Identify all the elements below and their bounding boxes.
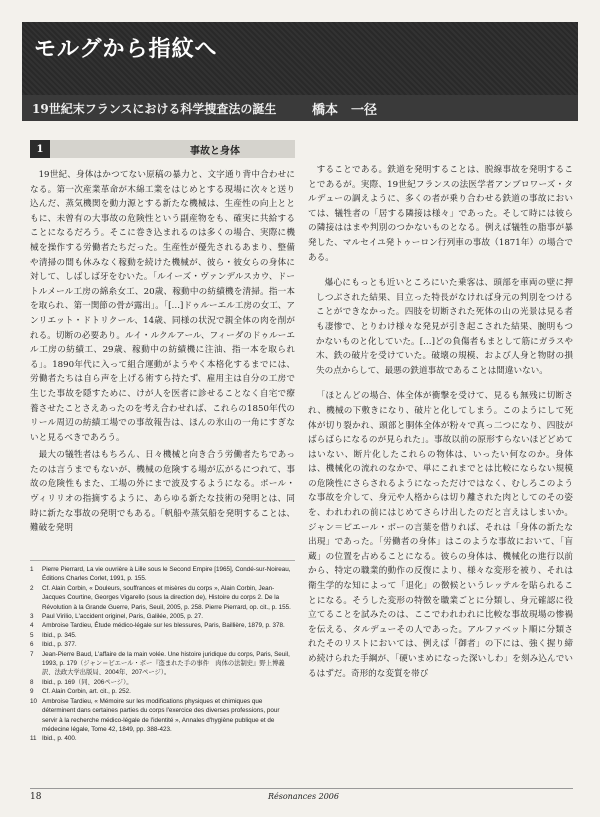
footnote (30, 621, 295, 630)
footnote-number: 8 (30, 678, 34, 686)
body-paragraph: することである。鉄道を発明することは、脱線事故を発明することであるが。実際、19世紀フランスの法医学者アンブロワーズ・タルデューの調えように、多くの者が乗り合わせる鉄道の事故においては、犠牲者の「居する隣接は様々」であった。そして時には彼らの隣接ははまや判別のつかないものとなる。例えば犠牲の脂事が暴発した、マルセイユ発トゥーロン行列車の事故（1871年）の場合である。 (308, 165, 573, 263)
footnote (30, 697, 295, 735)
footnote-text: Ibid., p. 400. (42, 735, 77, 743)
article-subtitle: 19世紀末フランスにおける科学捜査法の誕生 (32, 102, 277, 116)
journal-name: Résonances 2006 (268, 792, 339, 801)
footnote-text: Cf. Alain Corbin, art. cit., p. 252. (42, 688, 131, 696)
body-paragraph: 「ほとんどの場合、体全体が衝撃を受けて、見るも無残に切断され、機械の下敷きになり、破片と化してしまう。このようにして死体が切り裂かれ、頭部と胴体全体が粉々で真っ二つになり、四肢がばらばらになるのが見られた」。事故以前の原形すらないほどどめてはいない、断片化したこれらの物体は、いったい何なのか。身体は、機械化の流れのなかで、単にこれまでとは比較にならない規模の危険性にさらされるようになっただけではなく、むしろこのような事故を介して、身元や人格からは切り離された肉としてのその姿を、われわれの前にはじめてさらけ出したのだと言えはしまいか。ジャン＝ピエール・ボーの言葉を借りれば、それは「身体の新たな出現」であった。「労働者の身体」はこのような事故において、「盲蔵」の位置を占めることになる。彼らの身体は、機械化の進行以前から、特定の職業的動作の反復により、様々な変形を被り、それは衛生学的な知によって「退化」の徴候というレッテルを貼られることになる。そうした変形の特徴を職業ごとに分類し、身元確認に役立てることを試みたのは、ここでわれわれに比較な事故現場の惨禍を伝える、タルデューその人であった。アルファベット順に分類されたそのリストにおいては、例えば「御者」の下には、強く握り締め続けられた手綱が、「硬いまめになった深いしわ」を刻み込んでいるはずだ。奇形的な変質を帯び (308, 391, 573, 679)
footnote-text: Paul Virilio, L'accident originel, Paris, Galilée, 2005, p. 27. (42, 613, 204, 621)
footnote-number: 11 (30, 735, 37, 743)
left-column (30, 168, 295, 543)
block-quote: 爆心にもっとも近いところにいた乗客は、頭部を車両の壁に押しつぶされた結果、目立った特長がなければ身元の判別をつけることができなかった。四肢を切断された死体の山の光景は見る者も凄惨で、とりわけ様々な発見が引き起こされた結果、腕明もつかないものと化していた。[…]どの負傷者もまとして筋にガラスや木、鉄の破片を受けていた。破壊の規模、および人身と物財の損失の点からして、最悪の鉄道事故であることは間違いない。 (316, 278, 573, 376)
body-paragraph: 19世紀、身体はかつてない原稿の暴力と、文字通り背中合わせになる。第一次産業革命が木綿工業をはじめとする現場に次々と送り込んだ、蒸気機関を動力源とする新たな機械は、生産性の向上とともに、未曾有の大事故の危険性という副産物をも、確実に共給することになるだろう。そこに巻き込まれるのは多くの場合、実際に機械を操作する労働者たちだった。生産性が優先されるあまり、整備や清掃の間も休みなく稼動を続けた機械が、彼ら・彼女らの身体に対して、しばしば牙をむいた。「ルイーズ・ヴァンデルスカウ、ドートルメール工房の綿糸女工、20歳、稼動中の紡績機を清掃。指一本を取られ、第一関節の骨が露出」。「[…]ドゥルーエル工房の女工、アンリエット・ドトリクール、14歳、同様の状況で親全体の肉を削がれる。切断の必要あり。ルイ・ルクルアール、フィーダのドゥルーエル工房の紡績工、29歳、稼動中の紡績機に注油、指一本を取られる」。1890年代に入って組合運動がようやく本格化するまでには、労働者たちは自ら声を上げる術すら持たず、雇用主は自分の工房で生じた事故を隠すために、けが人を医者に診せることなく自宅で療養させたことさえあったのを考え合わせれば、これらの1850年代のリール周辺の紡績工場での事故報告は、ほんの氷山の一角にすぎないと見るべきであろう。 (30, 170, 295, 443)
section-number: 1 (30, 140, 50, 158)
footnote-text: Ambroise Tardieu, « Mémoire sur les modifications physiques et chimiques que déterminent dans certaines parties du corps l'exercice des diverses professions, pour servir à la recherche médico-légale de l'identité », Annales d'hygiène publique et de médecine légale, Tome 42, 1849, pp. 388-423. (42, 697, 280, 733)
footnote-number: 3 (30, 613, 34, 621)
footnote-text: Jean-Pierre Baud, L'affaire de la main volée. Une histoire juridique du corps, Paris, Seuil, 1993, p. 179（ジャン＝ピエール・ボー『盗まれた手の事件 肉体の法制史』野上博義訳、法政大学出版局、2004年、207ページ）。 (42, 650, 290, 677)
footer-rule (30, 788, 573, 789)
footnote-number: 5 (30, 631, 34, 639)
footnote (30, 640, 295, 649)
section-heading (30, 140, 295, 158)
footnote (30, 584, 295, 612)
footnotes (30, 560, 295, 780)
footnote (30, 565, 295, 584)
footnote (30, 631, 295, 640)
footnote-number: 7 (30, 650, 34, 658)
footnote-text: Ambroise Tardieu, Étude médico-légale sur les blessures, Paris, Baillière, 1879, p. 378. (42, 622, 285, 630)
footnote (30, 650, 295, 678)
subtitle-bar (22, 95, 578, 121)
page-number: 18 (30, 792, 42, 802)
footnote-number: 10 (30, 697, 38, 705)
footnote (30, 734, 295, 743)
article-author: 橋本 一径 (312, 103, 378, 118)
footnote-number: 6 (30, 641, 34, 649)
footnote-number: 4 (30, 622, 34, 630)
footnote (30, 678, 295, 687)
footnote (30, 612, 295, 621)
footnote-text: Ibid., p. 377. (42, 641, 77, 649)
footnote-number: 9 (30, 688, 34, 696)
footnote-text: Ibid., p. 169（同、206ページ）。 (42, 678, 133, 686)
footnote (30, 687, 295, 696)
footnote-number: 1 (30, 566, 34, 573)
footnote-text: Ibid., p. 345. (42, 631, 77, 639)
footnote-number: 2 (30, 584, 34, 592)
footnote-text: Cf. Alain Corbin, « Douleurs, souffrances et misères du corps », Alain Corbin, Jean-Jacques Courtine, Georges Vigarello (sous la direction de), Histoire du corps 2. De la Révolution à la Grande Guerre, Paris, Seuil, 2005, p. 258. Pierre Pierrard, op. cit., p. 155. (42, 584, 291, 611)
body-paragraph: 最大の犠牲者はもちろん、日々機械と向き合う労働者たちであったのは言うまでもないが、機械の危険する場が広がるにつれて、事故の危険性もまた、工場の外にまで波及するようになる。ポール・ヴィリリオの指摘するように、あらゆる新たな技術の発明とは、同時に新たな事故の発明でもある。「帆船や蒸気船を発明することは、難破を発明 (30, 450, 295, 534)
article-title: モルグから指紋へ (34, 36, 218, 62)
footnote-text: Pierre Pierrard, La vie ouvrière à Lille sous le Second Empire [1965], Condé-sur-Noireau, Éditions Charles Corlet, 1991, p. 155. (42, 566, 291, 583)
section-title: 事故と身体 (190, 145, 240, 157)
right-column (308, 163, 573, 783)
